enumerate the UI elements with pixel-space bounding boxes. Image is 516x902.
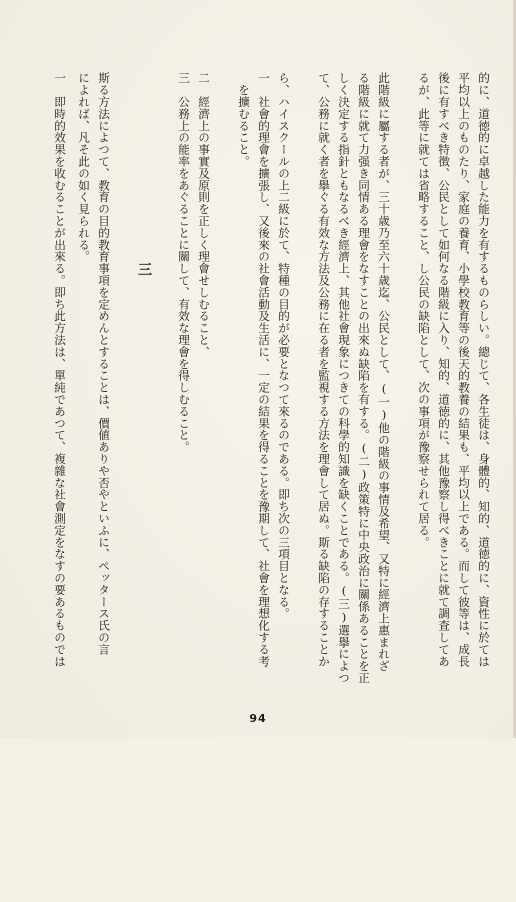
text-column-1: 的に、道徳的に卓越した能力を有するものらしい。總じて、各生徒は、身體的、知的、道徳的に、資性に於ては (477, 72, 491, 667)
list-item-4: 一 即時的效果を收むることが出來る。即ち此方法は、單純であつて、複雜な社會測定をなすの要あるものでは (53, 72, 67, 667)
text-column-4: るが、此等に就ては省略すること、し公民の缺陷として、次の事項が豫察せられて居る。 (417, 72, 431, 548)
text-column-10: 斯る方法によつて、教育の目的教育事項を定めんとすることは、價値ありや否やといふに、ペッタース氏の言 (97, 72, 111, 656)
list-item-1: 一 社會的理會を擴張し、又後來の社會活動及生活に、一定の結果を得ることを豫期して、社會を理想化する考 (257, 72, 271, 667)
text-column-3: 後に有すべき特徴、公民として如何なる階級に入り、知的、道徳的に、其他豫察し得べきことに就て調査してあ (437, 72, 451, 667)
text-column-7: しく決定する指針ともなるべき經濟上、其他社會現象につきての科學的知識を缺くことである。(三)選擧によつ (337, 72, 351, 684)
list-item-3: 三 公務上の能率をあぐることに關して、有效な理會を得しむること。 (177, 72, 191, 453)
text-column-2: 平均以上のものたり、家庭の養育、小學校教育等の後天的教養の結果も、平均以上である。而して彼等は、成長 (457, 72, 471, 667)
list-item-1-continued: を擴むること。 (237, 72, 251, 168)
text-column-5: 此階級に屬する者が、三十歳乃至六十歳迄、公民として、(一)他の階級の事情及希望、又特に經濟上惠まれざ (377, 72, 391, 672)
section-heading: 三 (136, 262, 152, 277)
page-number: 94 (249, 712, 267, 725)
text-column-6: る階級に就て力强き同情ある理會をなすことの出來ぬ缺陷を有する。(二)政策特に中央政治に關係あることを正 (357, 72, 371, 684)
list-item-2: 二 經濟上の事實及原則を正しく理會せしむること、 (197, 72, 211, 358)
text-column-11: によれば、凡そ此の如く見られる。 (77, 72, 91, 263)
text-column-8: て、公務に就く者を擧ぐる有效な方法及公務に在る者を監視する方法を理會して居ぬ。斯る缺陷の存することか (317, 72, 331, 667)
text-column-9: ら、ハイスクールの上二級に於て、特種の目的が必要となつて來るのである。即ち次の三項目となる。 (277, 72, 291, 620)
